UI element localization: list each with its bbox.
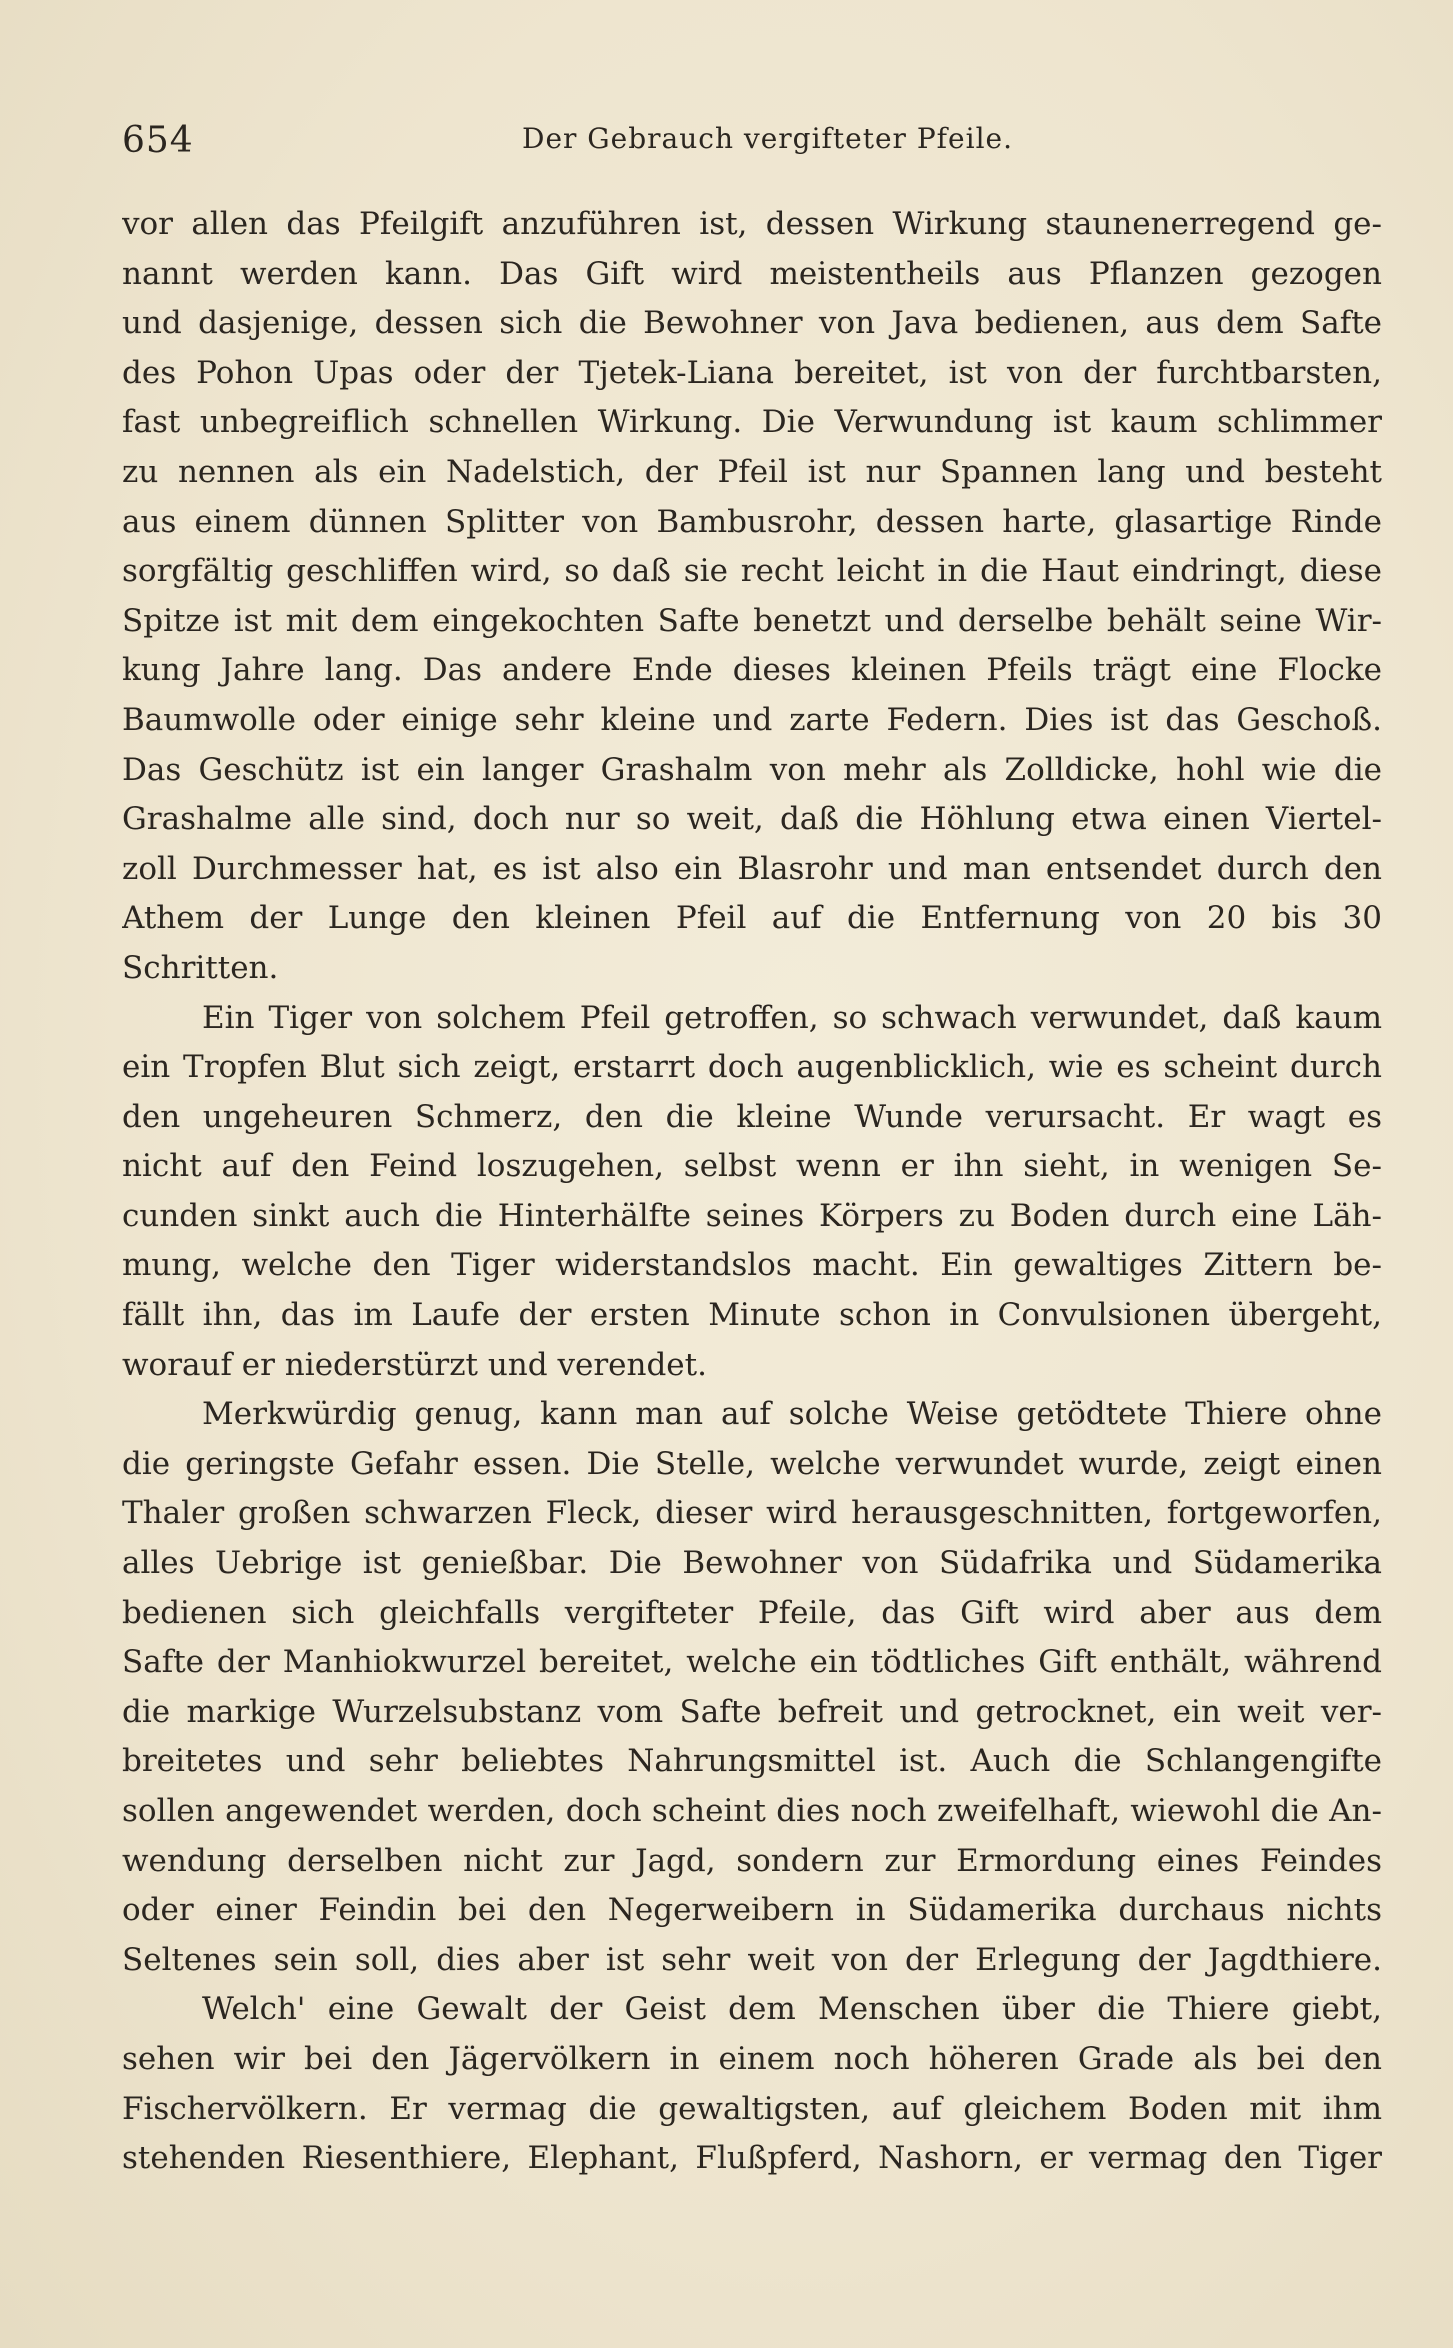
text-line: bedienen sich gleichfalls vergifteter Pfeile, das Gift wird aber aus dem <box>122 1594 1382 1631</box>
text-line: Ein Tiger von solchem Pfeil getroffen, so schwach verwundet, daß kaum <box>202 999 1382 1036</box>
text-line: alles Uebrige ist genießbar. Die Bewohner von Südafrika und Südamerika <box>122 1545 1382 1582</box>
text-line: oder einer Feindin bei den Negerweibern in Südamerika durchaus nichts <box>122 1892 1382 1929</box>
text-line: Thaler großen schwarzen Fleck, dieser wird herausgeschnitten, fortgeworfen, <box>122 1495 1382 1532</box>
text-line: mung, welche den Tiger widerstandslos macht. Ein gewaltiges Zittern be- <box>122 1247 1382 1284</box>
text-line: kung Jahre lang. Das andere Ende dieses kleinen Pfeils trägt eine Flocke <box>122 652 1382 689</box>
text-line: die geringste Gefahr essen. Die Stelle, welche verwundet wurde, zeigt einen <box>122 1445 1382 1482</box>
text-line: vor allen das Pfeilgift anzuführen ist, dessen Wirkung staunenerregend ge- <box>122 206 1382 242</box>
text-line: Schritten. <box>122 949 279 986</box>
text-line: Merkwürdig genug, kann man auf solche Weise getödtete Thiere ohne <box>202 1396 1382 1433</box>
text-line: Fischervölkern. Er vermag die gewaltigsten, auf gleichem Boden mit ihm <box>122 2090 1382 2127</box>
text-line: die markige Wurzelsubstanz vom Safte befreit und getrocknet, ein weit ver- <box>122 1693 1382 1730</box>
text-line: Baumwolle oder einige sehr kleine und zarte Federn. Dies ist das Geschoß. <box>122 701 1382 738</box>
text-line: den ungeheuren Schmerz, den die kleine Wunde verursacht. Er wagt es <box>122 1098 1382 1135</box>
text-line: cunden sinkt auch die Hinterhälfte seines Körpers zu Boden durch eine Läh- <box>122 1197 1382 1234</box>
text-line: fällt ihn, das im Laufe der ersten Minute schon in Convulsionen übergeht, <box>122 1297 1382 1334</box>
page-number: 654 <box>122 120 194 161</box>
text-line: Welch' eine Gewalt der Geist dem Menschen über die Thiere giebt, <box>202 1991 1382 2028</box>
text-line: und dasjenige, dessen sich die Bewohner von Java bedienen, aus dem Safte <box>122 305 1382 342</box>
text-line: nannt werden kann. Das Gift wird meistentheils aus Pflanzen gezogen <box>122 255 1382 292</box>
text-line: stehenden Riesenthiere, Elephant, Flußpferd, Nashorn, er vermag den Tiger <box>122 2140 1382 2177</box>
text-line: fast unbegreiflich schnellen Wirkung. Die Verwundung ist kaum schlimmer <box>122 404 1382 441</box>
text-line: Spitze ist mit dem eingekochten Safte benetzt und derselbe behält seine Wir- <box>122 602 1382 639</box>
text-line: Safte der Manhiokwurzel bereitet, welche ein tödtliches Gift enthält, während <box>122 1644 1382 1681</box>
text-line: aus einem dünnen Splitter von Bambusrohr, dessen harte, glasartige Rinde <box>122 503 1382 540</box>
text-line: zoll Durchmesser hat, es ist also ein Blasrohr und man entsendet durch den <box>122 850 1382 887</box>
text-line: ein Tropfen Blut sich zeigt, erstarrt doch augenblicklich, wie es scheint durch <box>122 1049 1382 1086</box>
text-line: Athem der Lunge den kleinen Pfeil auf die Entfernung von 20 bis 30 <box>122 900 1382 937</box>
text-line: nicht auf den Feind loszugehen, selbst wenn er ihn sieht, in wenigen Se- <box>122 1148 1382 1185</box>
running-head: Der Gebrauch vergifteter Pfeile. <box>522 122 1013 155</box>
text-line: zu nennen als ein Nadelstich, der Pfeil ist nur Spannen lang und besteht <box>122 453 1382 490</box>
text-line: Grashalme alle sind, doch nur so weit, daß die Höhlung etwa einen Viertel- <box>122 801 1382 838</box>
text-line: Das Geschütz ist ein langer Grashalm von mehr als Zolldicke, hohl wie die <box>122 751 1382 788</box>
text-line: sehen wir bei den Jägervölkern in einem noch höheren Grade als bei den <box>122 2040 1382 2077</box>
text-line: wendung derselben nicht zur Jagd, sondern zur Ermordung eines Feindes <box>122 1842 1382 1879</box>
text-line: worauf er niederstürzt und verendet. <box>122 1346 707 1383</box>
text-line: breitetes und sehr beliebtes Nahrungsmittel ist. Auch die Schlangengifte <box>122 1743 1382 1780</box>
page-header <box>122 112 1382 172</box>
text-line: sorgfältig geschliffen wird, so daß sie recht leicht in die Haut eindringt, diese <box>122 553 1382 590</box>
text-line: Seltenes sein soll, dies aber ist sehr weit von der Erlegung der Jagdthiere. <box>122 1941 1382 1978</box>
text-line: des Pohon Upas oder der Tjetek-Liana bereitet, ist von der furchtbarsten, <box>122 354 1382 391</box>
text-line: sollen angewendet werden, doch scheint dies noch zweifelhaft, wiewohl die An- <box>122 1793 1382 1829</box>
body-text <box>122 200 1382 2184</box>
